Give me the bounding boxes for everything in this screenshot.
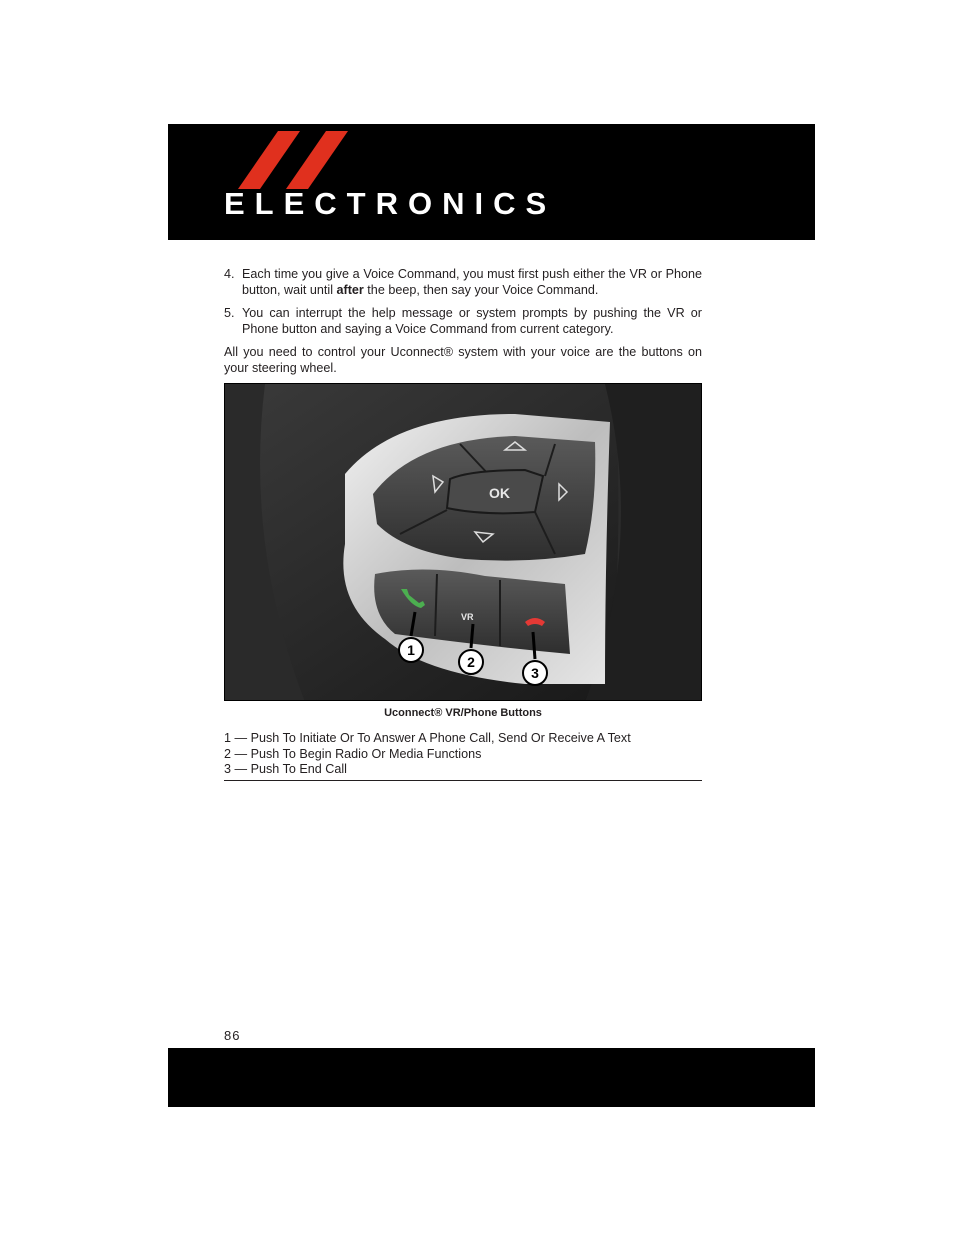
figure-caption: Uconnect® VR/Phone Buttons: [384, 707, 542, 719]
body-content: [224, 266, 702, 380]
legend-item-1: 1 — Push To Initiate Or To Answer A Phone Call, Send Or Receive A Text: [224, 731, 631, 745]
steering-wheel-photo: [224, 383, 702, 701]
step-text: [242, 266, 702, 298]
section-header: [168, 124, 815, 240]
step-text: You can interrupt the help message or system prompts by pushing the VR or Phone button and saying a Voice Command from current category.: [242, 306, 702, 336]
callout-3-label: 3: [531, 665, 539, 681]
callout-2-label: 2: [467, 654, 475, 670]
page-number: 86: [224, 1028, 241, 1043]
legend-item-2: 2 — Push To Begin Radio Or Media Functions: [224, 746, 482, 761]
section-divider: [224, 780, 702, 781]
step-text-part: Each time you give a Voice Command, you must first push either the VR or Phone button, wait until: [242, 267, 702, 297]
figure-legend: [224, 731, 702, 778]
steering-wheel-illustration: [225, 384, 702, 701]
step-text-bold: after: [336, 283, 364, 297]
ok-label: OK: [489, 485, 510, 501]
step-text-part: the beep, then say your Voice Command.: [363, 283, 599, 297]
legend-item-3: 3 — Push To End Call: [224, 762, 347, 776]
brand-stripes-icon: [238, 131, 368, 189]
step-5: [224, 305, 702, 337]
intro-paragraph: All you need to control your Uconnect® system with your voice are the buttons on your steering wheel.: [224, 345, 702, 375]
callout-1-label: 1: [407, 642, 415, 658]
step-4: [224, 266, 702, 298]
page-footer-bar: [168, 1048, 815, 1107]
vr-label: VR: [461, 612, 474, 622]
step-number: 5.: [224, 306, 235, 320]
step-number: 4.: [224, 267, 235, 281]
section-title: ELECTRONICS: [224, 186, 557, 221]
